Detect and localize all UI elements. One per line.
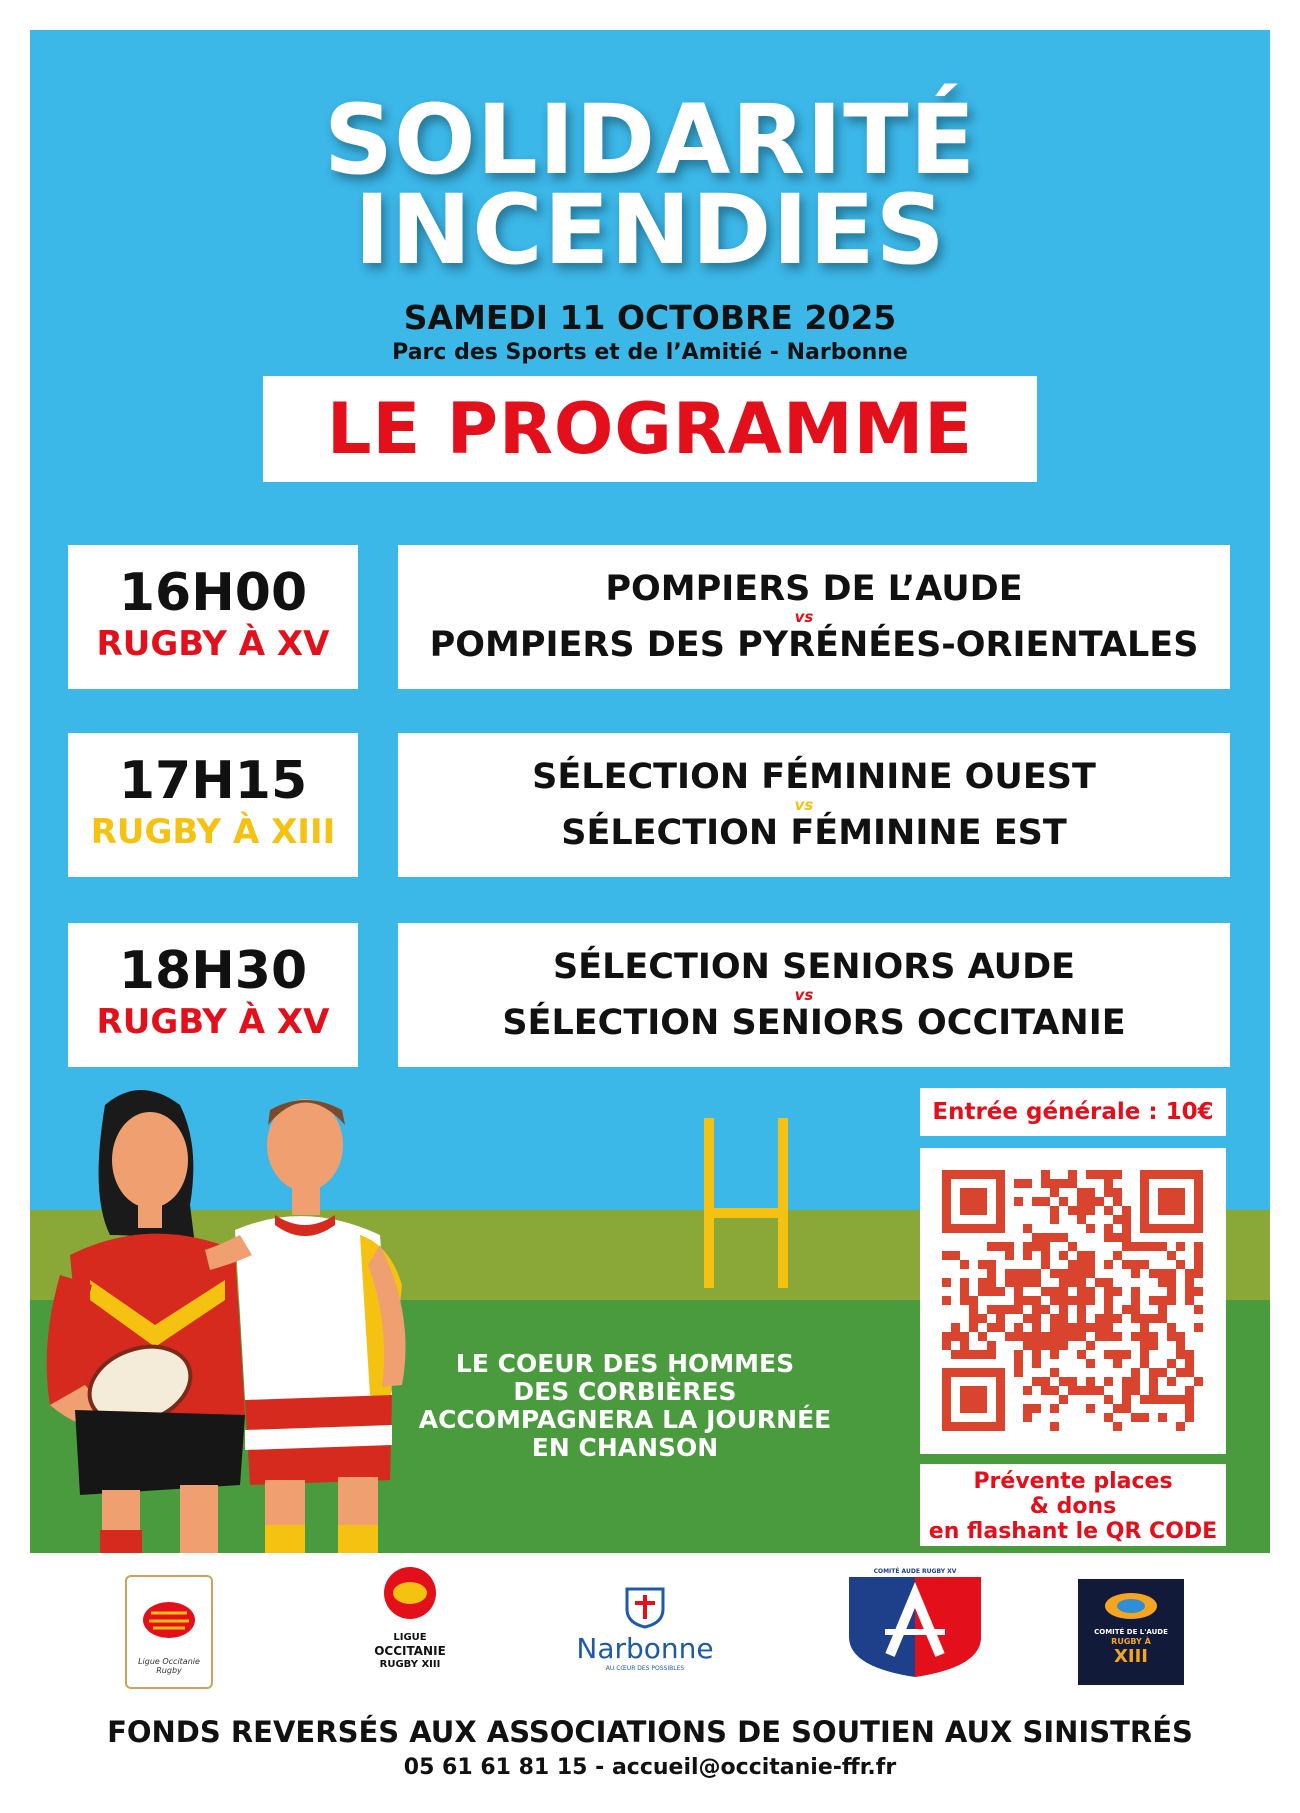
entry-price: Entrée générale : 10€ bbox=[920, 1088, 1226, 1136]
narbonne-logo bbox=[570, 1585, 720, 1672]
match-1-team-2: POMPIERS DES PYRÉNÉES-ORIENTALES bbox=[429, 625, 1199, 665]
match-1-time: 16H00 bbox=[118, 563, 308, 623]
footer-contact: 05 61 61 81 15 - accueil@occitanie-ffr.fr bbox=[403, 1755, 897, 1780]
match-2-code: RUGBY À XIII bbox=[90, 812, 336, 852]
footer-funds-note: FONDS REVERSÉS AUX ASSOCIATIONS DE SOUTIEN AUX SINISTRÉS bbox=[107, 1715, 1193, 1749]
ligue13-line-3: RUGBY XIII bbox=[379, 1659, 441, 1670]
match-1-teams-box bbox=[398, 545, 1230, 689]
comite13-line-3: XIII bbox=[1114, 1646, 1148, 1667]
poster bbox=[30, 30, 1270, 1553]
match-2-time-box bbox=[68, 733, 358, 877]
match-3-time-box bbox=[68, 923, 358, 1067]
match-3-code: RUGBY À XV bbox=[96, 1002, 330, 1042]
match-3-vs: vs bbox=[794, 986, 814, 1004]
match-1-team-1: POMPIERS DE L’AUDE bbox=[605, 569, 1023, 609]
presale-line-2: & dons bbox=[1029, 1494, 1117, 1519]
rugby-ball-icon bbox=[139, 1595, 199, 1645]
ligue13-line-2: OCCITANIE bbox=[374, 1644, 446, 1658]
comite13-line-2: RUGBY À bbox=[1111, 1637, 1151, 1646]
qr-code-icon bbox=[920, 1148, 1226, 1454]
comite-aude-label: COMITÉ AUDE RUGBY XV bbox=[873, 1568, 957, 1575]
choir-line-4: EN CHANSON bbox=[531, 1433, 719, 1462]
sponsor-logos bbox=[0, 1553, 1300, 1713]
match-3-teams-box bbox=[398, 923, 1230, 1067]
match-1-vs: vs bbox=[794, 608, 814, 626]
match-2-time: 17H15 bbox=[118, 751, 308, 811]
presale-line-3: en flashant le QR CODE bbox=[928, 1519, 1218, 1544]
narbonne-shield-icon bbox=[623, 1585, 667, 1629]
choir-announcement bbox=[405, 1350, 845, 1462]
rugby-players-illustration bbox=[30, 1085, 430, 1553]
title-line-1: SOLIDARITÉ bbox=[323, 84, 977, 196]
match-1-code: RUGBY À XV bbox=[96, 624, 330, 664]
goal-posts-icon bbox=[698, 1118, 794, 1288]
ligue-occitanie-rugby-label: Ligue Occitanie Rugby bbox=[138, 1657, 200, 1675]
match-3-team-2: SÉLECTION SENIORS OCCITANIE bbox=[502, 1003, 1126, 1043]
match-3-time: 18H30 bbox=[118, 941, 308, 1001]
comite-aude-rugby-xiii-logo bbox=[1078, 1579, 1184, 1685]
comite13-ball-icon bbox=[1101, 1589, 1161, 1623]
ligue-occitanie-xiii-logo bbox=[350, 1563, 470, 1671]
shield-ball-icon bbox=[380, 1563, 440, 1627]
programme-label: LE PROGRAMME bbox=[326, 388, 974, 470]
match-2-team-1: SÉLECTION FÉMININE OUEST bbox=[532, 757, 1096, 797]
ligue-occitanie-rugby-logo bbox=[125, 1575, 213, 1689]
qr-code[interactable] bbox=[920, 1148, 1226, 1454]
choir-line-2: DES CORBIÈRES bbox=[513, 1377, 737, 1406]
match-2-teams-box bbox=[398, 733, 1230, 877]
title-line-2: INCENDIES bbox=[354, 174, 946, 286]
programme-banner bbox=[263, 376, 1037, 482]
comite13-line-1: COMITÉ DE L'AUDE bbox=[1094, 1628, 1168, 1636]
narbonne-tagline: AU CŒUR DES POSSIBLES bbox=[605, 1665, 685, 1672]
presale-line-1: Prévente places bbox=[973, 1469, 1173, 1494]
match-3-team-1: SÉLECTION SENIORS AUDE bbox=[552, 947, 1076, 987]
match-1-time-box bbox=[68, 545, 358, 689]
match-2-team-2: SÉLECTION FÉMININE EST bbox=[561, 813, 1067, 853]
match-2-vs: vs bbox=[794, 796, 814, 814]
ligue13-line-1: LIGUE bbox=[393, 1632, 427, 1643]
narbonne-label: Narbonne bbox=[576, 1632, 714, 1665]
comite-aude-shield-icon bbox=[845, 1577, 985, 1677]
presale-info bbox=[920, 1464, 1226, 1546]
choir-line-1: LE COEUR DES HOMMES bbox=[455, 1349, 795, 1378]
event-venue: Parc des Sports et de l’Amitié - Narbonne bbox=[392, 340, 908, 365]
choir-line-3: ACCOMPAGNERA LA JOURNÉE bbox=[418, 1405, 832, 1434]
event-date: SAMEDI 11 OCTOBRE 2025 bbox=[403, 298, 897, 337]
comite-aude-rugby-xv-logo bbox=[845, 1567, 985, 1681]
